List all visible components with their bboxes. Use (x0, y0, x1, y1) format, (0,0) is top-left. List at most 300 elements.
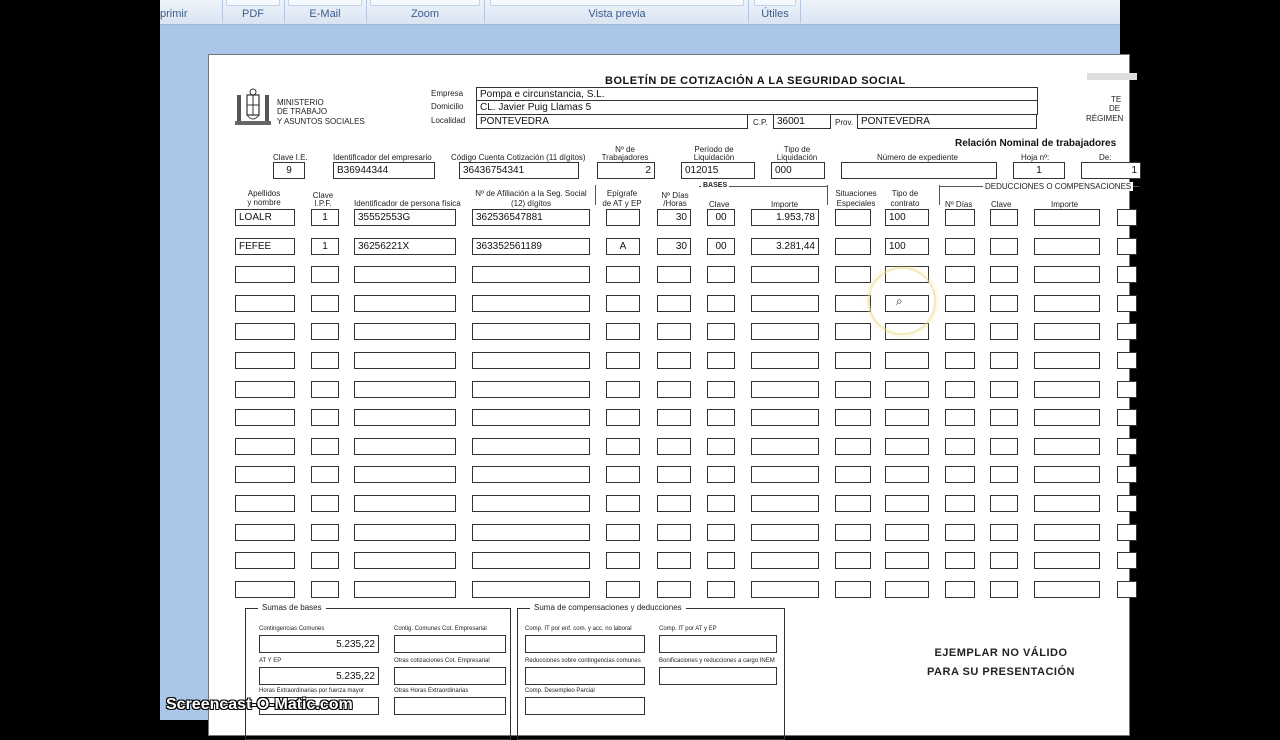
cell-dias (657, 466, 691, 483)
cell-nombre (235, 266, 295, 283)
cell-epigrafe (606, 552, 640, 569)
col-epigrafe-2: de AT y EP (602, 199, 642, 208)
cell-nombre (235, 295, 295, 312)
cell-ipf: 35552553G (354, 209, 456, 226)
cell-ded-dias (945, 295, 975, 312)
cell-epigrafe (606, 409, 640, 426)
cell-situaciones (835, 524, 871, 541)
cell-naf (472, 295, 590, 312)
cell-ded-clave (990, 295, 1018, 312)
num-expediente-label: Número de expediente (877, 153, 958, 162)
cell-nombre (235, 352, 295, 369)
cell-dias (657, 524, 691, 541)
preview-button[interactable] (490, 0, 744, 6)
desempleo-field (525, 697, 645, 715)
cell-ipf (354, 466, 456, 483)
cell-nombre (235, 466, 295, 483)
utiles-group-label: Útiles (761, 8, 789, 20)
cell-dias (657, 381, 691, 398)
cell-importe (751, 323, 819, 340)
cell-ded-clave (990, 495, 1018, 512)
identificador-empresario-field: B36944344 (333, 162, 435, 179)
cell-clave-ipf: 1 (311, 209, 339, 226)
contig-empresarial-label: Contig. Comunes Cot. Empresarial (394, 626, 487, 632)
cell-situaciones (835, 466, 871, 483)
cell-contrato: 100 (885, 238, 929, 255)
cell-clave (707, 409, 735, 426)
cell-epigrafe (606, 295, 640, 312)
at-ep-label: AT Y EP (259, 658, 282, 664)
cell-importe (751, 438, 819, 455)
cell-contrato (885, 438, 929, 455)
cell-situaciones (835, 409, 871, 426)
zoom-group-label: Zoom (410, 8, 440, 20)
cell-ded-importe (1034, 209, 1100, 226)
cell-clave (707, 295, 735, 312)
cell-ded-importe (1034, 552, 1100, 569)
print-group-label: primir (160, 8, 188, 20)
col-clave-ipf-1: Clave (312, 191, 334, 200)
at-ep-field: 5.235,22 (259, 667, 379, 685)
cell-extra (1117, 438, 1137, 455)
cp-label: C.P. (753, 118, 768, 127)
otras-horas-label: Otras Horas Extraordinarias (394, 688, 469, 694)
col-dias-2: /Horas (663, 199, 687, 208)
cell-situaciones (835, 266, 871, 283)
cell-importe: 1.953,78 (751, 209, 819, 226)
tipo-liquidacion-field: 000 (771, 162, 825, 179)
cell-situaciones (835, 352, 871, 369)
cell-contrato (885, 409, 929, 426)
ribbon-group-print[interactable] (160, 0, 223, 23)
cell-clave (707, 466, 735, 483)
cell-contrato (885, 552, 929, 569)
cell-situaciones (835, 323, 871, 340)
num-trabajadores-label-2: Trabajadores (601, 153, 649, 162)
cell-ded-importe (1034, 352, 1100, 369)
cell-naf (472, 466, 590, 483)
cell-clave-ipf (311, 266, 339, 283)
ministry-line-1: MINISTERIO (277, 98, 324, 107)
cell-situaciones (835, 209, 871, 226)
cell-ded-importe (1034, 466, 1100, 483)
cell-clave-ipf (311, 352, 339, 369)
empresa-field: Pompa e circunstancia, S.L. (476, 87, 1038, 102)
cell-naf (472, 266, 590, 283)
cell-ded-dias (945, 495, 975, 512)
cell-clave: 00 (707, 209, 735, 226)
bonificaciones-field (659, 667, 777, 685)
cell-importe (751, 581, 819, 598)
cell-ded-importe (1034, 524, 1100, 541)
cell-ded-clave (990, 352, 1018, 369)
identificador-empresario-label: Identificador del empresario (333, 153, 432, 162)
cell-extra (1117, 266, 1137, 283)
cell-importe (751, 409, 819, 426)
cell-ded-dias (945, 266, 975, 283)
form-title: BOLETÍN DE COTIZACIÓN A LA SEGURIDAD SOCIAL (605, 75, 906, 87)
comp-it-enf-label: Comp. IT por enf. com. y acc. no laboral (525, 626, 632, 632)
horas-fuerza-label: Horas Extraordinarias por fuerza mayor (259, 688, 365, 694)
ribbon-group-preview[interactable] (486, 0, 749, 23)
col-contrato-2: contrato (890, 199, 920, 208)
cell-ded-dias (945, 524, 975, 541)
col-clave-ipf-2: I.P.F. (314, 199, 332, 208)
relacion-nominal-title: Relación Nominal de trabajadores (955, 138, 1117, 149)
col-clave: Clave (709, 200, 730, 209)
cell-ipf (354, 495, 456, 512)
cell-naf (472, 323, 590, 340)
cell-situaciones (835, 438, 871, 455)
cell-dias (657, 352, 691, 369)
sumas-comp-title: Suma de compensaciones y deducciones (530, 603, 686, 612)
cell-contrato (885, 495, 929, 512)
cell-nombre (235, 381, 295, 398)
ejemplar-line-1: EJEMPLAR NO VÁLIDO (934, 647, 1068, 659)
cell-naf: 362536547881 (472, 209, 590, 226)
ejemplar-line-2: PARA SU PRESENTACIÓN (927, 666, 1075, 678)
cell-ded-clave (990, 209, 1018, 226)
cell-situaciones (835, 581, 871, 598)
cell-ded-importe (1034, 438, 1100, 455)
cell-ded-dias (945, 409, 975, 426)
cell-situaciones (835, 495, 871, 512)
screencast-watermark: Screencast-O-Matic.com (166, 696, 353, 713)
cell-ipf (354, 552, 456, 569)
cell-naf (472, 352, 590, 369)
num-trabajadores-field: 2 (597, 162, 655, 179)
cell-nombre (235, 581, 295, 598)
email-group-label: E-Mail (309, 8, 341, 20)
desempleo-label: Comp. Desempleo Parcial (525, 688, 595, 694)
cell-dias (657, 323, 691, 340)
cell-dias (657, 552, 691, 569)
otras-horas-field (394, 697, 506, 715)
cell-naf: 363352561189 (472, 238, 590, 255)
cell-ded-dias (945, 581, 975, 598)
prov-label: Prov. (835, 118, 854, 127)
cell-extra (1117, 381, 1137, 398)
col-ded-clave: Clave (991, 200, 1012, 209)
cell-importe (751, 552, 819, 569)
clave-ie-field: 9 (273, 162, 305, 179)
col-identificador-persona: Identificador de persona física (354, 199, 461, 208)
cell-extra (1117, 409, 1137, 426)
col-apellidos-1: Apellidos (247, 189, 281, 198)
cell-ded-dias (945, 352, 975, 369)
cell-ded-dias (945, 323, 975, 340)
cell-ded-clave (990, 409, 1018, 426)
empresa-label: Empresa (431, 89, 464, 98)
col-afiliacion-2: (12) dígitos (510, 199, 552, 208)
cell-extra (1117, 552, 1137, 569)
cell-nombre (235, 552, 295, 569)
cell-ded-clave (990, 438, 1018, 455)
comp-it-at-field (659, 635, 777, 653)
cell-extra (1117, 295, 1137, 312)
cell-contrato (885, 381, 929, 398)
otras-cot-field (394, 667, 506, 685)
cell-epigrafe (606, 524, 640, 541)
cell-ipf (354, 352, 456, 369)
right-edge-label-3: RÉGIMEN (1086, 114, 1124, 123)
cell-epigrafe (606, 381, 640, 398)
cell-epigrafe (606, 581, 640, 598)
cell-ipf (354, 266, 456, 283)
zoom-button[interactable] (370, 0, 480, 6)
col-dias-1: Nº Días (661, 191, 689, 200)
cell-clave-ipf (311, 581, 339, 598)
cell-dias (657, 495, 691, 512)
hoja-label: Hoja nº: (1021, 153, 1050, 162)
cell-contrato (885, 581, 929, 598)
cell-dias: 30 (657, 238, 691, 255)
col-contrato-1: Tipo de (891, 189, 919, 198)
periodo-label-2: Liquidación (693, 153, 735, 162)
comp-it-at-label: Comp. IT por AT y EP (659, 626, 717, 632)
cell-ded-clave (990, 466, 1018, 483)
cell-ded-importe (1034, 581, 1100, 598)
cell-ded-clave (990, 238, 1018, 255)
cell-situaciones (835, 552, 871, 569)
col-deducciones: DEDUCCIONES O COMPENSACIONES (985, 182, 1132, 191)
cell-nombre: FEFEE (235, 238, 295, 255)
cell-contrato (885, 352, 929, 369)
cell-clave-ipf (311, 552, 339, 569)
codigo-cuenta-label: Código Cuenta Cotización (11 dígitos) (451, 153, 586, 162)
ribbon-group-zoom[interactable] (366, 0, 485, 23)
ministry-line-2: DE TRABAJO (277, 107, 328, 116)
preview-group-label: Vista previa (588, 8, 646, 20)
cell-dias (657, 581, 691, 598)
cell-importe: 3.281,44 (751, 238, 819, 255)
domicilio-field: CL. Javier Puig Llamas 5 (476, 100, 1038, 115)
report-page (208, 54, 1137, 736)
cell-ded-clave (990, 524, 1018, 541)
cell-nombre (235, 495, 295, 512)
col-situaciones-2: Especiales (836, 199, 876, 208)
cell-dias (657, 295, 691, 312)
cell-epigrafe (606, 466, 640, 483)
cell-epigrafe (606, 209, 640, 226)
cell-situaciones (835, 295, 871, 312)
cell-ipf (354, 381, 456, 398)
col-afiliacion-1: Nº de Afiliación a la Seg. Social (475, 189, 587, 198)
tipo-liquidacion-label-1: Tipo de (783, 145, 811, 154)
cell-clave (707, 323, 735, 340)
cell-clave-ipf (311, 409, 339, 426)
cell-ded-dias (945, 209, 975, 226)
col-apellidos-2: y nombre (247, 198, 281, 207)
cell-extra (1117, 352, 1137, 369)
cell-clave-ipf (311, 495, 339, 512)
cell-contrato: 100 (885, 209, 929, 226)
cell-extra (1117, 323, 1137, 340)
report-preview-window (160, 0, 1137, 720)
cell-dias: 30 (657, 209, 691, 226)
cell-naf (472, 495, 590, 512)
cell-nombre (235, 524, 295, 541)
cell-naf (472, 524, 590, 541)
cell-ded-clave (990, 581, 1018, 598)
ribbon-group-pdf[interactable] (222, 0, 285, 23)
cell-naf (472, 581, 590, 598)
cell-ded-importe (1034, 323, 1100, 340)
ministry-line-3: Y ASUNTOS SOCIALES (277, 117, 365, 126)
cell-extra (1117, 466, 1137, 483)
cell-naf (472, 552, 590, 569)
cell-ipf (354, 323, 456, 340)
bases-end-divider (827, 185, 828, 205)
cell-epigrafe (606, 323, 640, 340)
cell-ipf (354, 524, 456, 541)
cell-naf (472, 409, 590, 426)
cell-nombre: LOALR (235, 209, 295, 226)
right-edge-label-1: TE (1111, 95, 1122, 104)
otras-cot-label: Otras cotizaciones Cot. Empresarial (394, 658, 490, 664)
cell-naf (472, 381, 590, 398)
email-button[interactable] (288, 0, 362, 6)
col-ded-importe: Importe (1051, 200, 1079, 209)
pdf-group-label: PDF (242, 8, 264, 20)
cell-clave-ipf (311, 524, 339, 541)
cell-importe (751, 524, 819, 541)
cell-importe (751, 381, 819, 398)
cell-epigrafe (606, 352, 640, 369)
domicilio-label: Domicilio (431, 102, 464, 111)
cell-contrato (885, 466, 929, 483)
prov-field: PONTEVEDRA (857, 114, 1037, 129)
cell-clave: 00 (707, 238, 735, 255)
cell-clave (707, 495, 735, 512)
cell-ded-importe (1034, 381, 1100, 398)
num-expediente-field (841, 162, 997, 179)
cell-importe (751, 295, 819, 312)
tipo-liquidacion-label-2: Liquidación (776, 153, 818, 162)
cell-clave-ipf (311, 466, 339, 483)
cell-ded-dias (945, 438, 975, 455)
col-situaciones-1: Situaciones (835, 189, 877, 198)
cell-ded-importe (1034, 238, 1100, 255)
sumas-bases-title: Sumas de bases (258, 603, 326, 612)
reducciones-label: Reducciones sobre contingencias comunes (525, 658, 641, 664)
cell-ded-importe (1034, 295, 1100, 312)
cell-importe (751, 495, 819, 512)
epigrafe-divider (595, 185, 596, 205)
ribbon-toolbar (160, 0, 1120, 25)
cell-clave-ipf (311, 323, 339, 340)
cell-nombre (235, 409, 295, 426)
reducciones-field (525, 667, 645, 685)
contingencias-label: Contingencias Comunes (259, 626, 325, 632)
de-label: De: (1099, 153, 1112, 162)
cell-extra (1117, 581, 1137, 598)
cell-contrato (885, 524, 929, 541)
cell-ipf (354, 438, 456, 455)
cell-ded-clave (990, 381, 1018, 398)
cell-naf (472, 438, 590, 455)
cell-extra (1117, 524, 1137, 541)
cell-importe (751, 352, 819, 369)
right-edge-label-2: DE (1109, 104, 1121, 113)
spain-coat-of-arms-icon (233, 87, 273, 129)
col-ded-dias: Nº Días (945, 200, 973, 209)
cell-ded-dias (945, 466, 975, 483)
cell-clave (707, 524, 735, 541)
cell-extra (1117, 495, 1137, 512)
cell-ded-clave (990, 552, 1018, 569)
cell-clave-ipf (311, 438, 339, 455)
cell-epigrafe: A (606, 238, 640, 255)
contingencias-field: 5.235,22 (259, 635, 379, 653)
cell-clave-ipf (311, 381, 339, 398)
num-trabajadores-label-1: Nº de (615, 145, 635, 154)
cell-nombre (235, 323, 295, 340)
localidad-label: Localidad (431, 116, 466, 125)
cell-clave-ipf: 1 (311, 238, 339, 255)
cell-ipf (354, 581, 456, 598)
cell-ded-clave (990, 266, 1018, 283)
cell-ded-dias (945, 552, 975, 569)
cell-ded-clave (990, 323, 1018, 340)
cell-clave-ipf (311, 295, 339, 312)
cell-ded-importe (1034, 266, 1100, 283)
codigo-cuenta-field: 36436754341 (459, 162, 579, 179)
cell-situaciones (835, 238, 871, 255)
cell-epigrafe (606, 438, 640, 455)
cell-dias (657, 409, 691, 426)
col-epigrafe-1: Epígrafe (606, 189, 638, 198)
cell-clave (707, 552, 735, 569)
cell-ded-dias (945, 381, 975, 398)
contig-empresarial-field (394, 635, 506, 653)
cell-situaciones (835, 381, 871, 398)
cell-importe (751, 466, 819, 483)
localidad-field: PONTEVEDRA (476, 114, 748, 129)
cell-dias (657, 266, 691, 283)
cell-ipf (354, 295, 456, 312)
cp-field: 36001 (773, 114, 831, 129)
periodo-label-1: Período de (694, 145, 734, 154)
cell-clave (707, 581, 735, 598)
cell-clave (707, 352, 735, 369)
cell-clave (707, 381, 735, 398)
cell-clave (707, 438, 735, 455)
cell-epigrafe (606, 495, 640, 512)
cell-ded-importe (1034, 409, 1100, 426)
cell-ipf: 36256221X (354, 238, 456, 255)
periodo-field: 012015 (681, 162, 755, 179)
utiles-button[interactable] (754, 0, 796, 6)
comp-it-enf-field (525, 635, 645, 653)
ribbon-group-email[interactable] (284, 0, 367, 23)
bonificaciones-label: Bonificaciones y reducciones a cargo INEM (659, 658, 775, 664)
cell-extra (1117, 238, 1137, 255)
cell-epigrafe (606, 266, 640, 283)
cell-ded-importe (1034, 495, 1100, 512)
magnifier-cursor-icon: ⌕ (896, 294, 903, 308)
hoja-field: 1 (1013, 162, 1065, 179)
cell-extra (1117, 209, 1137, 226)
pdf-button[interactable] (226, 0, 280, 6)
ribbon-group-utiles[interactable] (750, 0, 801, 23)
cell-dias (657, 438, 691, 455)
cell-clave (707, 266, 735, 283)
col-importe: Importe (771, 200, 799, 209)
top-right-bar (1087, 73, 1137, 80)
col-bases: BASES (703, 182, 728, 189)
clave-ie-label: Clave I.E. (273, 153, 308, 162)
